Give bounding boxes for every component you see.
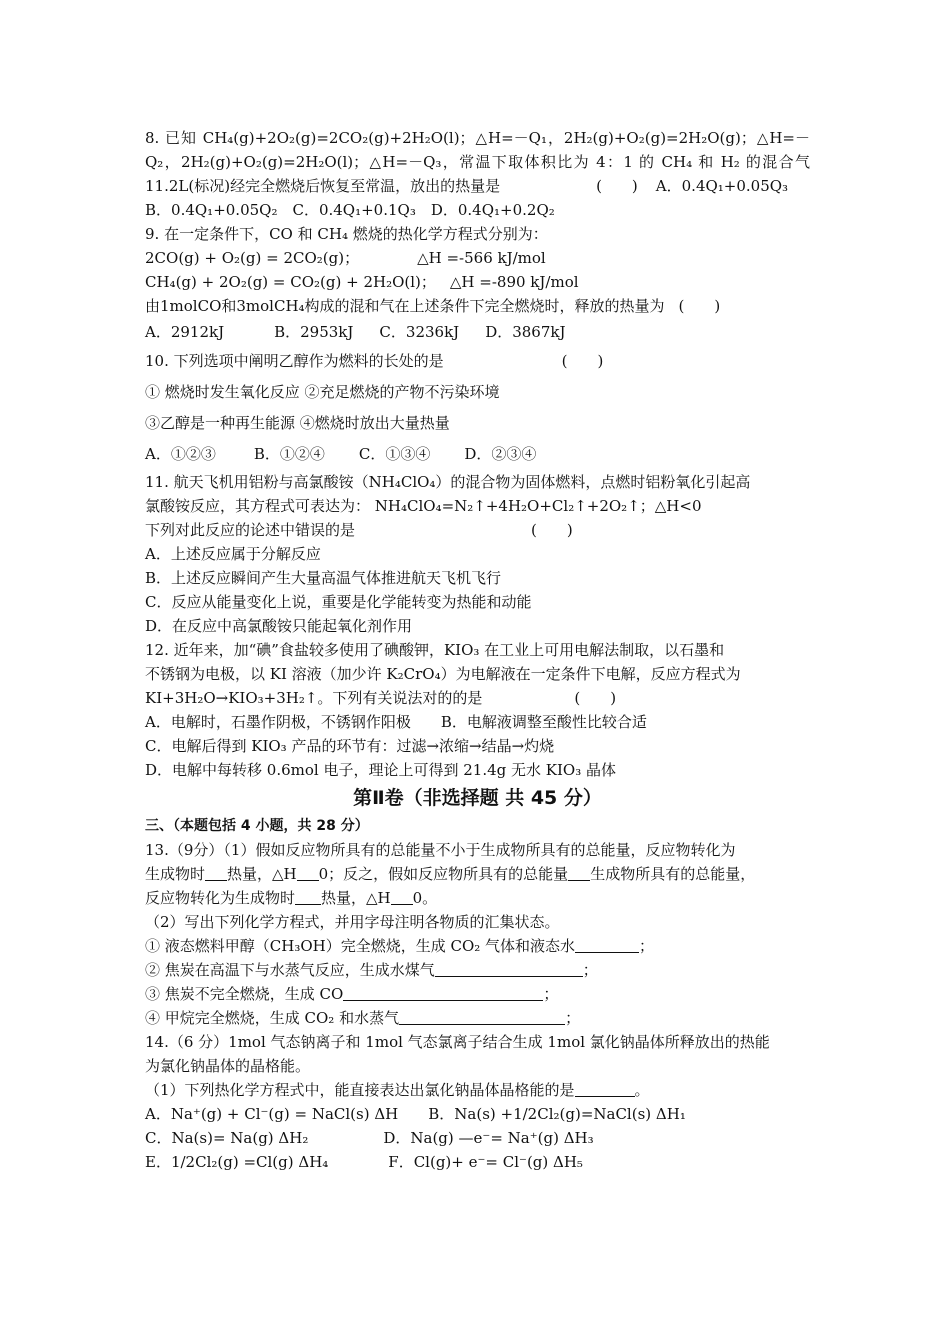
q13-text-b: 热量，△H [227,865,297,883]
q14-line-2: 为氯化钠晶体的晶格能。 [145,1057,311,1075]
q9-eq-1-enthalpy: △H =-566 kJ/mol [417,249,546,267]
q10-option-b: B．①②④ [253,445,325,463]
q10-answer-paren: ( ) [561,352,604,370]
q13-item-1 [145,934,810,958]
q14-line-3 [145,1078,810,1102]
q13-item-4-blank[interactable] [399,1008,565,1025]
q13-line-1: 13.（9分）（1）假如反应物所具有的总能量不小于生成物所具有的总能量，反应物转化为 [145,841,736,859]
q8-option-a: A．0.4Q₁+0.05Q₃ [655,177,789,195]
q9-option-a: A．2912kJ [145,323,225,341]
q11-option-a: A．上述反应属于分解反应 [145,545,321,563]
section-3-heading: 三、（本题包括 4 小题，共 28 分） [145,818,369,834]
q13-item-2 [145,958,810,982]
q13-text-e: 反应物转化为生成物时 [145,889,296,907]
q12-line-2: 不锈钢为电极，以 KI 溶液（加少许 K₂CrO₄）为电解液在一定条件下电解，反应方程式为 [145,665,741,683]
q13-item-1-end: ； [639,937,655,955]
q8-options: B．0.4Q₁+0.05Q₂ C．0.4Q₁+0.1Q₃ D．0.4Q₁+0.2Q₂ [145,201,555,219]
q13-blank-1[interactable] [205,864,227,881]
q14-options-ab: A．Na⁺(g) + Cl⁻(g) = NaCl(s) ΔH B．Na(s) +1/2Cl₂(g)=NaCl(s) ΔH₁ [145,1105,686,1123]
exam-content [145,126,810,1174]
q14-options-cd: C．Na(s)= Na(g) ΔH₂ D．Na(g) —e⁻= Na⁺(g) ΔH₃ [145,1129,594,1147]
q13-item-2-text: ② 焦炭在高温下与水蒸气反应，生成水煤气 [145,961,435,979]
q11-option-b: B．上述反应瞬间产生大量高温气体推进航天飞机飞行 [145,569,502,587]
q10-option-c: C．①③④ [358,445,431,463]
q13-item-4 [145,1006,810,1030]
q13-item-3 [145,982,810,1006]
q14-text: （1）下列热化学方程式中，能直接表达出氯化钠晶体晶格能的是 [145,1081,575,1099]
q9-eq-2 [145,270,810,294]
q13-blank-5[interactable] [391,888,413,905]
q9-line-1: 9. 在一定条件下，CO 和 CH₄ 燃烧的热化学方程式分别为： [145,225,548,243]
q11-line-1: 11. 航天飞机用铝粉与高氯酸铵（NH₄ClO₄）的混合物为固体燃料，点燃时铝粉氧化引起高 [145,473,751,491]
q13-text-f: 热量，△H [321,889,391,907]
q8-answer-paren: ( ) [596,177,638,195]
q9-eq-2-enthalpy: △H =-890 kJ/mol [449,273,579,291]
q8-line-3 [145,174,810,198]
q10-line-2: ① 燃烧时发生氧化反应 ②充足燃烧的产物不污染环境 [145,383,500,401]
q13-item-4-text: ④ 甲烷完全燃烧，生成 CO₂ 和水蒸气 [145,1009,400,1027]
q11-text: 下列对此反应的论述中错误的是 [145,521,356,539]
section-2-title: 第Ⅱ卷（非选择题 共 45 分） [353,787,602,809]
q9-eq-1-formula: 2CO(g) + O₂(g) = 2CO₂(g)； [145,249,360,267]
q13-item-3-blank[interactable] [343,984,543,1001]
q12-option-c: C．电解后得到 KIO₃ 产品的环节有：过滤→浓缩→结晶→灼烧 [145,737,555,755]
q13-line-3 [145,886,810,910]
q13-item-2-end: ； [582,961,598,979]
q13-item-3-text: ③ 焦炭不完全燃烧，生成 CO [145,985,344,1003]
q11-answer-paren: ( ) [531,521,573,539]
q13-text-c: 0；反之，假如反应物所具有的总能量 [318,865,569,883]
q11-option-d: D．在反应中高氯酸铵只能起氧化剂作用 [145,617,413,635]
q13-line-2 [145,862,810,886]
q13-text-d: 生成物所具有的总能量， [590,865,756,883]
q10-line-1 [145,346,810,377]
q13-item-1-blank[interactable] [575,936,639,953]
q9-option-c: C．3236kJ [379,323,460,341]
q14-blank[interactable] [575,1080,635,1097]
q14-text-end: 。 [634,1081,650,1099]
q13-item-3-end: ； [543,985,559,1003]
q9-option-d: D．3867kJ [485,323,566,341]
q13-item-4-end: ； [565,1009,581,1027]
q14-options-ef: E．1/2Cl₂(g) =Cl(g) ΔH₄ F．Cl(g)+ e⁻= Cl⁻(g) ΔH₅ [145,1153,583,1171]
q13-blank-2[interactable] [297,864,319,881]
q13-blank-4[interactable] [295,888,321,905]
q13-text-g: 0。 [412,889,438,907]
q13-item-1-text: ① 液态燃料甲醇（CH₃OH）完全燃烧，生成 CO₂ 气体和液态水 [145,937,576,955]
q13-text-a: 生成物时 [145,865,206,883]
q12-line-1: 12. 近年来，加“碘”食盐较多使用了碘酸钾，KIO₃ 在工业上可用电解法制取，以石墨和 [145,641,725,659]
q13-item-2-blank[interactable] [435,960,583,977]
q12-line-3 [145,686,810,710]
q14-line-1: 14.（6 分）1mol 气态钠离子和 1mol 气态氯离子结合生成 1mol 氯化钠晶体所释放出的热能 [145,1033,770,1051]
q8-line-2: Q₂，2H₂(g)+O₂(g)=2H₂O(l)；△H=－Q₃，常温下取体积比为 4：1 的 CH₄ 和 H₂ 的混合气 [145,153,810,171]
q11-option-c: C．反应从能量变化上说，重要是化学能转变为热能和动能 [145,593,532,611]
q12-options-ab: A．电解时，石墨作阴极，不锈钢作阳极 B．电解液调整至酸性比较合适 [145,713,647,731]
q8-text: 11.2L(标况)经完全燃烧后恢复至常温，放出的热量是 [145,177,501,195]
q13-line-4: （2）写出下列化学方程式，并用字母注明各物质的汇集状态。 [145,913,560,931]
q12-text: KI+3H₂O→KIO₃+3H₂↑。下列有关说法对的的是 [145,689,483,707]
q8-line-1: 8. 已知 CH₄(g)+2O₂(g)=2CO₂(g)+2H₂O(l)；△H=－Q₁，2H₂(g)+O₂(g)=2H₂O(g)；△H=－ [145,129,810,147]
q9-options [145,318,810,346]
q9-option-b: B．2953kJ [274,323,354,341]
q10-option-a: A．①②③ [145,445,216,463]
q10-options [145,439,810,470]
q9-text: 由1molCO和3molCH₄构成的混和气在上述条件下完全燃烧时，释放的热量为 [145,297,665,315]
q9-eq-1 [145,246,810,270]
q10-line-3: ③乙醇是一种再生能源 ④燃烧时放出大量热量 [145,414,450,432]
q10-text: 10. 下列选项中阐明乙醇作为燃料的长处的是 [145,352,444,370]
q10-option-d: D．②③④ [464,445,537,463]
q9-answer-paren: ( ) [678,297,721,315]
q9-eq-2-formula: CH₄(g) + 2O₂(g) = CO₂(g) + 2H₂O(l)； [145,273,436,291]
q11-line-3 [145,518,810,542]
q12-answer-paren: ( ) [574,689,617,707]
q12-option-d: D．电解中每转移 0.6mol 电子，理论上可得到 21.4g 无水 KIO₃ 晶体 [145,761,616,779]
q9-line-4 [145,294,810,318]
q13-blank-3[interactable] [568,864,590,881]
q11-line-2: 氯酸铵反应，其方程式可表达为： NH₄ClO₄=N₂↑+4H₂O+Cl₂↑+2O₂↑；△H<0 [145,497,702,515]
